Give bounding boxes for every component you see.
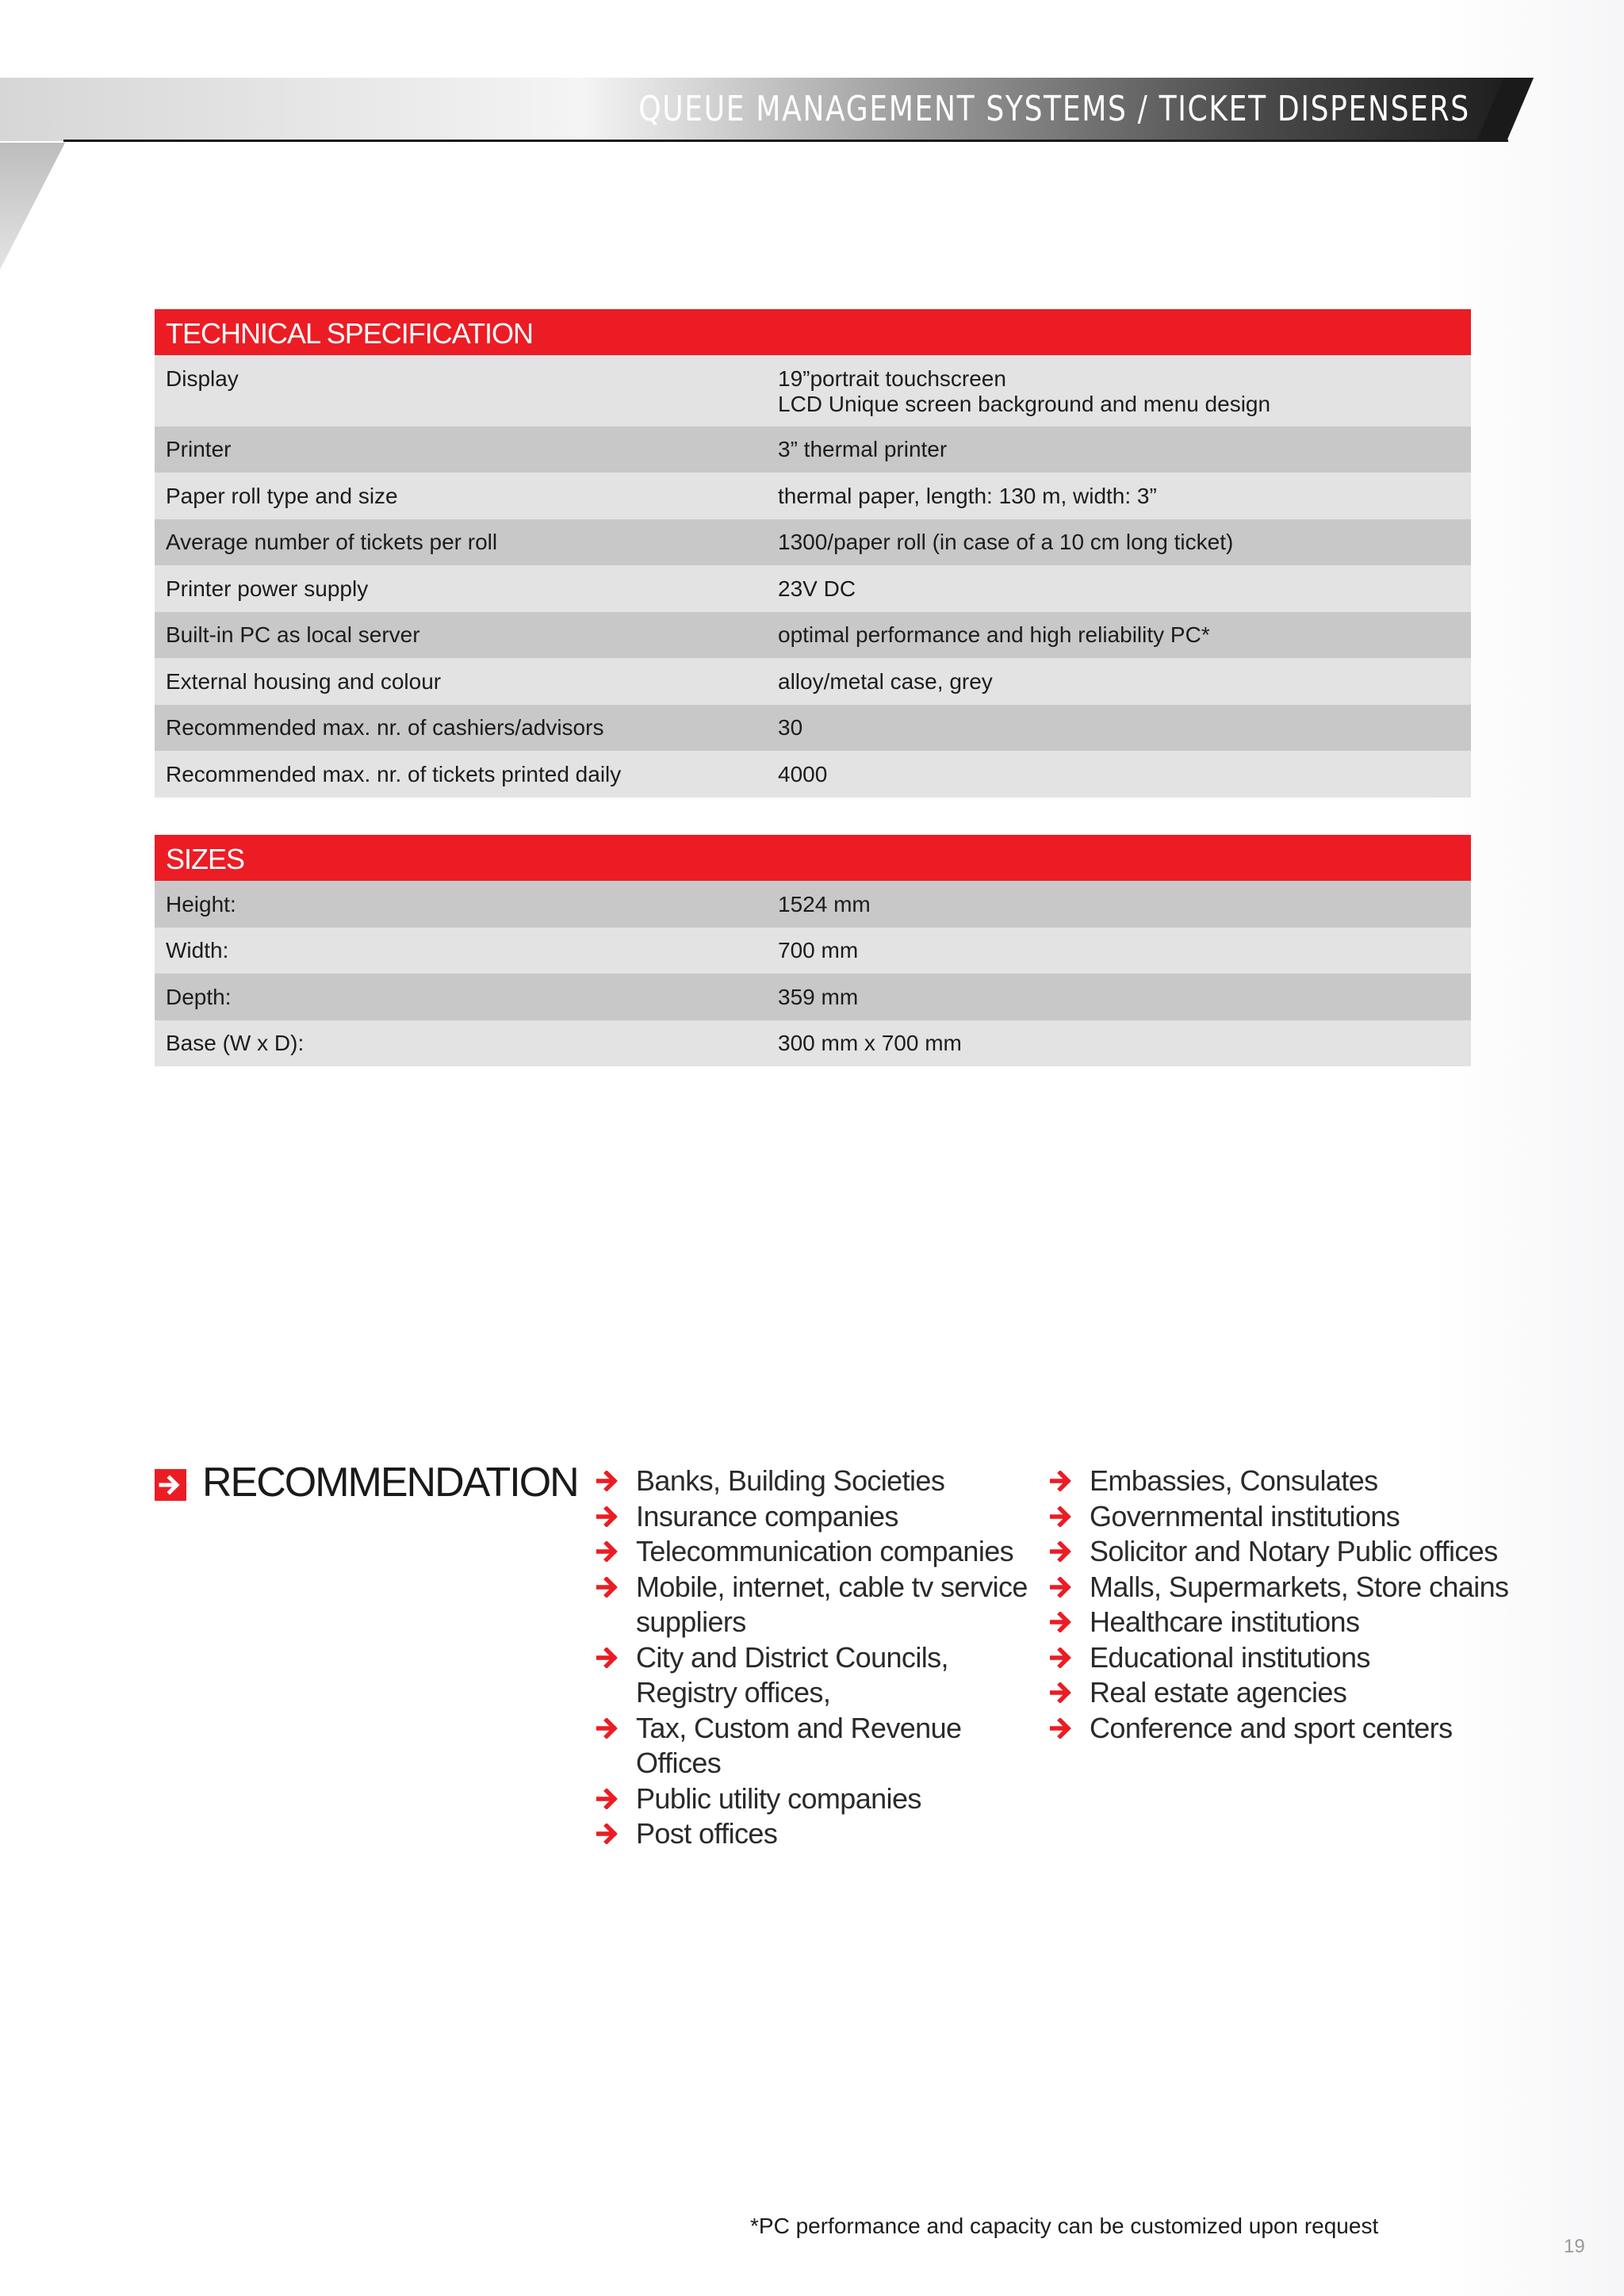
spec-row-printer [155,427,1471,473]
recommendation-item [596,1711,1040,1781]
arrow-right-icon [1050,1499,1090,1535]
spec-row-max-tickets [155,751,1471,798]
size-label: Height: [166,892,236,916]
recommendation-item-text: Post offices [636,1817,778,1850]
arrow-right-icon [1050,1570,1090,1605]
spec-label: Recommended max. nr. of tickets printed daily [166,762,622,786]
page-number: 19 [1564,2236,1585,2257]
spec-label: Printer power supply [166,576,369,601]
sizes-title: SIZES [155,835,1471,881]
arrow-right-icon [596,1640,636,1676]
recommendation-item [596,1781,1040,1817]
recommendation-item [596,1816,1040,1852]
arrow-right-icon [596,1711,636,1747]
recommendation-item [596,1570,1040,1640]
recommendation-item [596,1499,1040,1535]
arrow-right-icon [1050,1464,1090,1499]
size-row-width [155,928,1471,974]
arrow-right-icon [1050,1640,1090,1676]
spec-value: 30 [778,715,803,740]
spec-label: Average number of tickets per roll [166,530,498,554]
spec-value: 4000 [778,762,828,786]
size-value: 1524 mm [778,892,871,916]
spec-value: optimal performance and high reliability PC* [778,622,1210,647]
spec-label: External housing and colour [166,669,442,694]
recommendation-item-text: Mobile, internet, cable tv service suppliers [636,1570,1028,1638]
arrow-right-icon [596,1534,636,1570]
recommendation-item [1050,1675,1526,1711]
recommendation-item-text: Telecommunication companies [636,1535,1014,1567]
spec-value: thermal paper, length: 130 m, width: 3” [778,484,1157,508]
recommendation-item-text: Governmental institutions [1090,1499,1400,1533]
size-row-depth [155,974,1471,1020]
recommendation-item-text: Banks, Building Societies [636,1464,945,1497]
recommendation-item-text: Real estate agencies [1090,1676,1347,1709]
spec-row-housing [155,658,1471,705]
size-row-height [155,881,1471,928]
recommendation-item-text: Healthcare institutions [1090,1605,1360,1638]
recommendation-item-text: Embassies, Consulates [1090,1464,1378,1497]
technical-specification-table [155,309,1471,798]
recommendation-heading [155,1459,578,1506]
recommendation-item-text: Solicitor and Notary Public offices [1090,1535,1498,1567]
recommendation-item [596,1534,1040,1570]
spec-value: 19”portrait touchscreen LCD Unique screen background and menu design [778,366,1271,416]
recommendation-item-text: Conference and sport centers [1090,1711,1453,1744]
arrow-right-icon [1050,1534,1090,1570]
recommendation-item [1050,1570,1526,1605]
recommendation-item [1050,1640,1526,1676]
technical-specification-title: TECHNICAL SPECIFICATION [155,309,1471,355]
recommendation-item-text: Tax, Custom and Revenue Offices [636,1711,962,1779]
recommendation-item-text: Educational institutions [1090,1640,1370,1674]
size-label: Depth: [166,985,232,1009]
size-row-base [155,1020,1471,1066]
arrow-right-icon [1050,1605,1090,1640]
spec-row-display [155,355,1471,427]
spec-label: Printer [166,437,232,461]
spec-label: Paper roll type and size [166,484,398,508]
size-value: 700 mm [778,938,859,962]
recommendation-list-2 [1050,1464,1526,1746]
recommendation-list-1 [596,1464,1040,1852]
spec-value: 3” thermal printer [778,437,948,461]
spec-label: Recommended max. nr. of cashiers/advisors [166,715,604,740]
spec-row-max-cashiers [155,705,1471,751]
header-title: QUEUE MANAGEMENT SYSTEMS / TICKET DISPENSERS [638,89,1470,129]
arrow-right-icon [596,1570,636,1605]
sizes-table [155,835,1471,1066]
arrow-right-icon [1050,1675,1090,1711]
spec-label: Display [166,366,239,391]
recommendation-item [1050,1534,1526,1570]
arrow-right-icon [596,1464,636,1499]
recommendation-item [1050,1499,1526,1535]
size-label: Base (W x D): [166,1031,304,1055]
spec-value: 1300/paper roll (in case of a 10 cm long ticket) [778,530,1234,554]
spec-value: alloy/metal case, grey [778,669,993,694]
size-label: Width: [166,938,229,962]
recommendation-item [596,1640,1040,1711]
recommendation-item-text: Insurance companies [636,1499,898,1533]
arrow-badge-icon [155,1469,186,1501]
recommendation-item [1050,1711,1526,1747]
spec-value: 23V DC [778,576,856,601]
arrow-right-icon [596,1781,636,1817]
recommendation-item-text: Malls, Supermarkets, Store chains [1090,1570,1509,1603]
recommendation-title: RECOMMENDATION [202,1460,578,1506]
footnote: *PC performance and capacity can be customized upon request [750,2214,1379,2238]
recommendation-item-text: Public utility companies [636,1781,921,1815]
spec-row-tickets-per-roll [155,519,1471,565]
arrow-right-icon [596,1499,636,1535]
arrow-right-icon [1050,1711,1090,1747]
recommendation-item [596,1464,1040,1499]
size-value: 359 mm [778,985,859,1009]
recommendation-item [1050,1464,1526,1499]
size-value: 300 mm x 700 mm [778,1031,962,1055]
spec-row-paper-roll [155,473,1471,519]
spec-label: Built-in PC as local server [166,622,420,647]
corner-decoration [0,143,71,274]
arrow-right-icon [596,1816,636,1852]
recommendation-item [1050,1605,1526,1640]
recommendation-item-text: City and District Councils, Registry offices, [636,1640,948,1709]
spec-row-power-supply [155,565,1471,612]
spec-row-built-in-pc [155,612,1471,658]
